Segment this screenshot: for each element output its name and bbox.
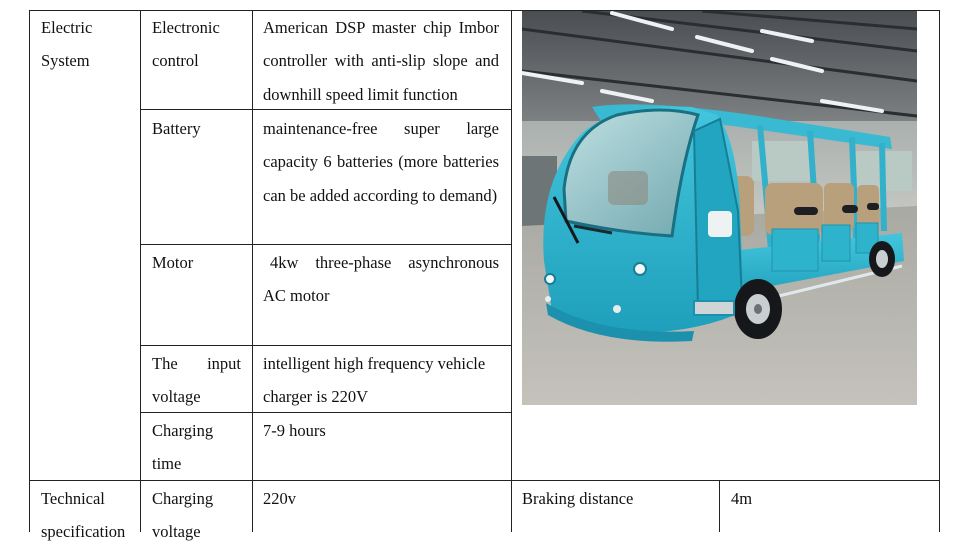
spec-name-charging-voltage: Charging voltage [152, 489, 214, 542]
spec-name-electronic-control: Electronic control [152, 18, 220, 71]
spec-value-input-voltage: intelligent high frequency vehicle charger is 220V [263, 354, 486, 407]
spec-name-input-voltage: The input voltage [152, 354, 241, 407]
table-col-divider [719, 480, 720, 532]
section-label-electric-system: Electric System [41, 18, 93, 71]
spec-name-motor: Motor [152, 253, 194, 272]
spec-value-motor: 4kw three-phase asynchronous AC motor [263, 253, 499, 306]
spec-name-charging-time: Charging time [152, 421, 214, 474]
table-col-divider [140, 10, 141, 532]
table-row-divider [140, 345, 511, 346]
table-col-divider [511, 10, 512, 532]
spec-value-battery: maintenance-free super large capacity 6 batteries (more batteries can be added according to demand) [263, 119, 499, 205]
spec-value-charging-time: 7-9 hours [263, 421, 326, 440]
spec-name-braking-distance: Braking distance [522, 489, 634, 508]
table-left-border [29, 10, 30, 532]
table-row-divider [140, 244, 511, 245]
spec-value-braking-distance: 4m [731, 489, 753, 508]
table-col-divider [252, 10, 253, 532]
product-photo [522, 11, 917, 405]
spec-value-charging-voltage: 220v [263, 489, 296, 508]
section-label-technical-specification: Technical specification [41, 489, 126, 542]
spec-value-electronic-control: American DSP master chip Imbor controller with anti-slip slope and downhill speed limit function [263, 18, 499, 104]
spec-name-battery: Battery [152, 119, 201, 138]
table-right-border [939, 10, 940, 532]
